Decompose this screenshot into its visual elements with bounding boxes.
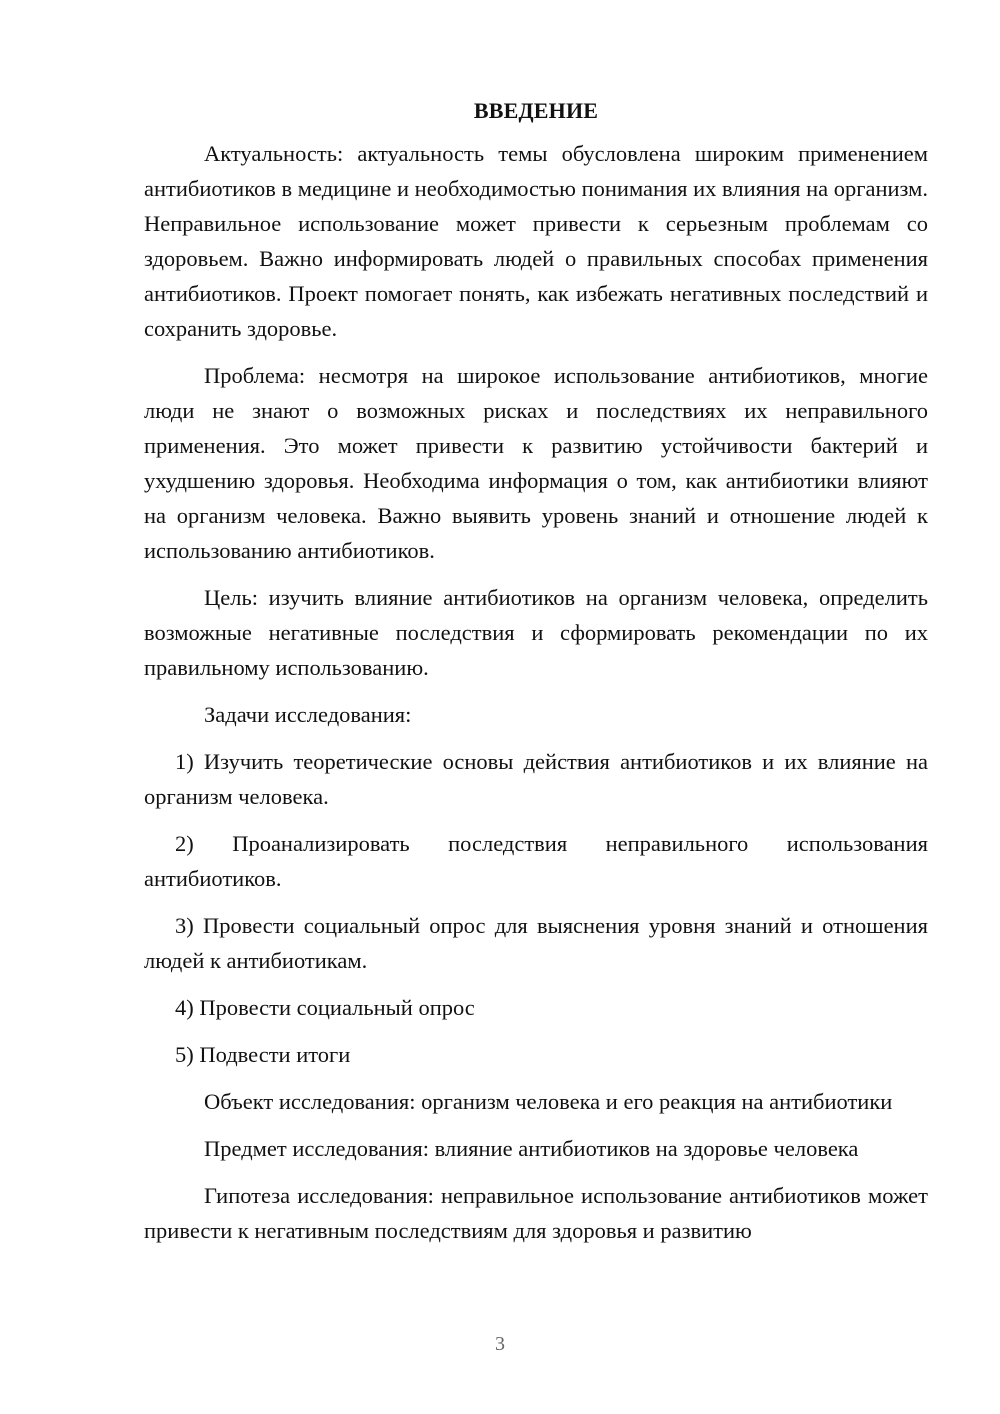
object-paragraph: Объект исследования: организм человека и его реакция на антибиотики (204, 1089, 893, 1114)
task-item-2: 2) Проанализировать последствия неправильного использования антибиотиков. (144, 831, 928, 891)
task-item-3: 3) Провести социальный опрос для выяснения уровня знаний и отношения людей к антибиотикам. (144, 913, 928, 973)
goal-paragraph: Цель: изучить влияние антибиотиков на организм человека, определить возможные негативные последствия и сформировать рекомендации по их правильному использованию. (144, 585, 928, 680)
problem-paragraph: Проблема: несмотря на широкое использование антибиотиков, многие люди не знают о возможных рисках и последствиях их неправильного применения. Это может привести к развитию устойчивости бактерий и ухудшению здоровья. Необходима информация о том, как антибиотики влияют на организм человека. Важно выявить уровень знаний и отношение людей к использованию антибиотиков. (144, 363, 928, 563)
document-title: ВВЕДЕНИЕ (473, 98, 599, 123)
relevance-paragraph: Актуальность: актуальность темы обусловлена широким применением антибиотиков в медицине и необходимостью понимания их влияния на организм. Неправильное использование может привести к серьезным проблемам со здоровьем. Важно информировать людей о правильных способах применения антибиотиков. Проект помогает понять, как избежать негативных последствий и сохранить здоровье. (144, 141, 928, 341)
task-item-1: 1) Изучить теоретические основы действия антибиотиков и их влияние на организм человека. (144, 749, 928, 809)
document-content (144, 96, 928, 1260)
page-number: 3 (495, 1333, 505, 1355)
tasks-heading: Задачи исследования: (204, 702, 412, 727)
subject-paragraph: Предмет исследования: влияние антибиотиков на здоровье человека (204, 1136, 859, 1161)
hypothesis-paragraph: Гипотеза исследования: неправильное использование антибиотиков может привести к негативным последствиям для здоровья и развитию (144, 1183, 928, 1243)
task-item-5: 5) Подвести итоги (175, 1042, 351, 1067)
task-item-4: 4) Провести социальный опрос (175, 995, 475, 1020)
